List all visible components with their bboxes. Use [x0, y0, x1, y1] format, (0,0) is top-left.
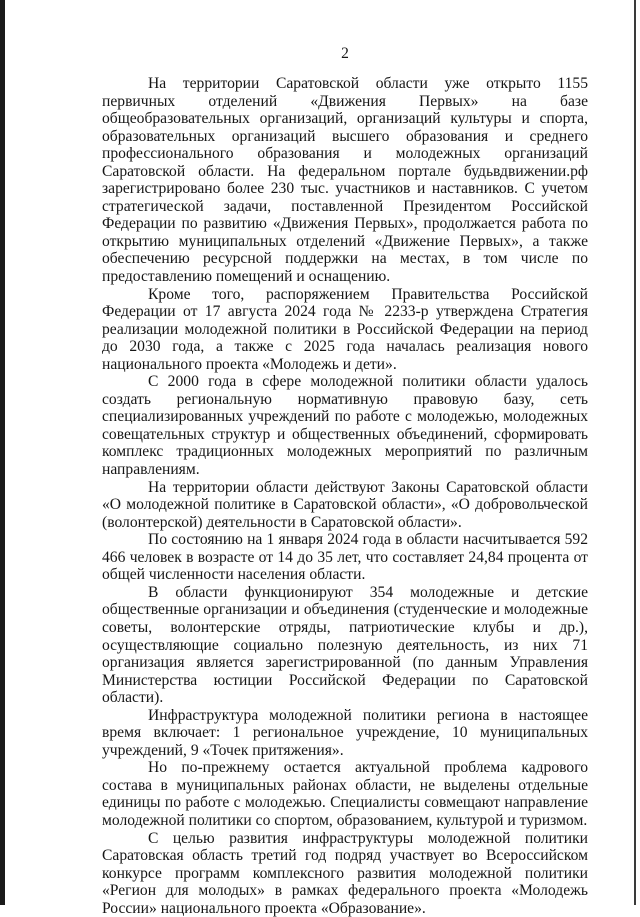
paragraph-regional-laws: На территории области действуют Законы Саратовской области «О молодежной политике в Саратовской области», «О добровольческой (волонтерской) деятельности в Саратовской области». — [102, 478, 588, 531]
scan-right-edge — [634, 0, 636, 905]
paragraph-competition: С целью развития инфраструктуры молодежной политики Саратовская область третий год подряд участвует во Всероссийском конкурсе программ комплексного развития молодежной политики «Регион для молодых» в рамках федерального проекта «Молодежь России» национального проекта «Образование». — [102, 829, 588, 917]
page-number: 2 — [341, 45, 349, 62]
scan-left-edge — [0, 0, 5, 905]
document-page — [102, 44, 588, 917]
paragraph-youth-organizations: В области функционируют 354 молодежные и детские общественные организации и объединения (студенческие и молодежные советы, волонтерские отряды, патриотические клубы и др.), осуществляющие социально полезную деятельность, из них 71 организация является зарегистрированной (по данным Управления Министерства юстиции Российской Федерации по Саратовской области). — [102, 583, 588, 707]
paragraph-staffing-problem: Но по-прежнему остается актуальной проблема кадрового состава в муниципальных районах области, не выделены отдельные единицы по работе с молодежью. Специалисты совмещают направление молодежной политики со спортом, образованием, культурой и туризмом. — [102, 759, 588, 829]
paragraph-youth-strategy: Кроме того, распоряжением Правительства Российской Федерации от 17 августа 2024 года № 2233-р утверждена Стратегия реализации молодежной политики в Российской Федерации на период до 2030 года, а также с 2025 года началась реализация нового национального проекта «Молодежь и дети». — [102, 285, 588, 373]
paragraph-youth-population: По состоянию на 1 января 2024 года в области насчитывается 592 466 человек в возрасте от 14 до 35 лет, что составляет 24,84 процента от общей численности населения области. — [102, 531, 588, 584]
paragraph-infrastructure: Инфраструктура молодежной политики региона в настоящее время включает: 1 региональное учреждение, 10 муниципальных учреждений, 9 «Точек притяжения». — [102, 706, 588, 759]
paragraph-regional-base: С 2000 года в сфере молодежной политики области удалось создать региональную нормативную правовую базу, сеть специализированных учреждений по работе с молодежью, молодежных совещательных структур и общественных объединений, сформировать комплекс традиционных молодежных мероприятий по различным направлениям. — [102, 373, 588, 479]
paragraph-movement-of-firsts: На территории Саратовской области уже открыто 1155 первичных отделений «Движения Первых» на базе общеобразовательных организаций, организаций культуры и спорта, образовательных организаций высшего образования и среднего профессионального образования и молодежных организаций Саратовской области. На федеральном портале будьвдвижении.рф зарегистрировано более 230 тыс. участников и наставников. С учетом стратегической задачи, поставленной Президентом Российской Федерации по развитию «Движения Первых», продолжается работа по открытию муниципальных отделений «Движение Первых», а также обеспечению ресурсной поддержки на местах, в том числе по предоставлению помещений и оснащению. — [102, 75, 588, 286]
